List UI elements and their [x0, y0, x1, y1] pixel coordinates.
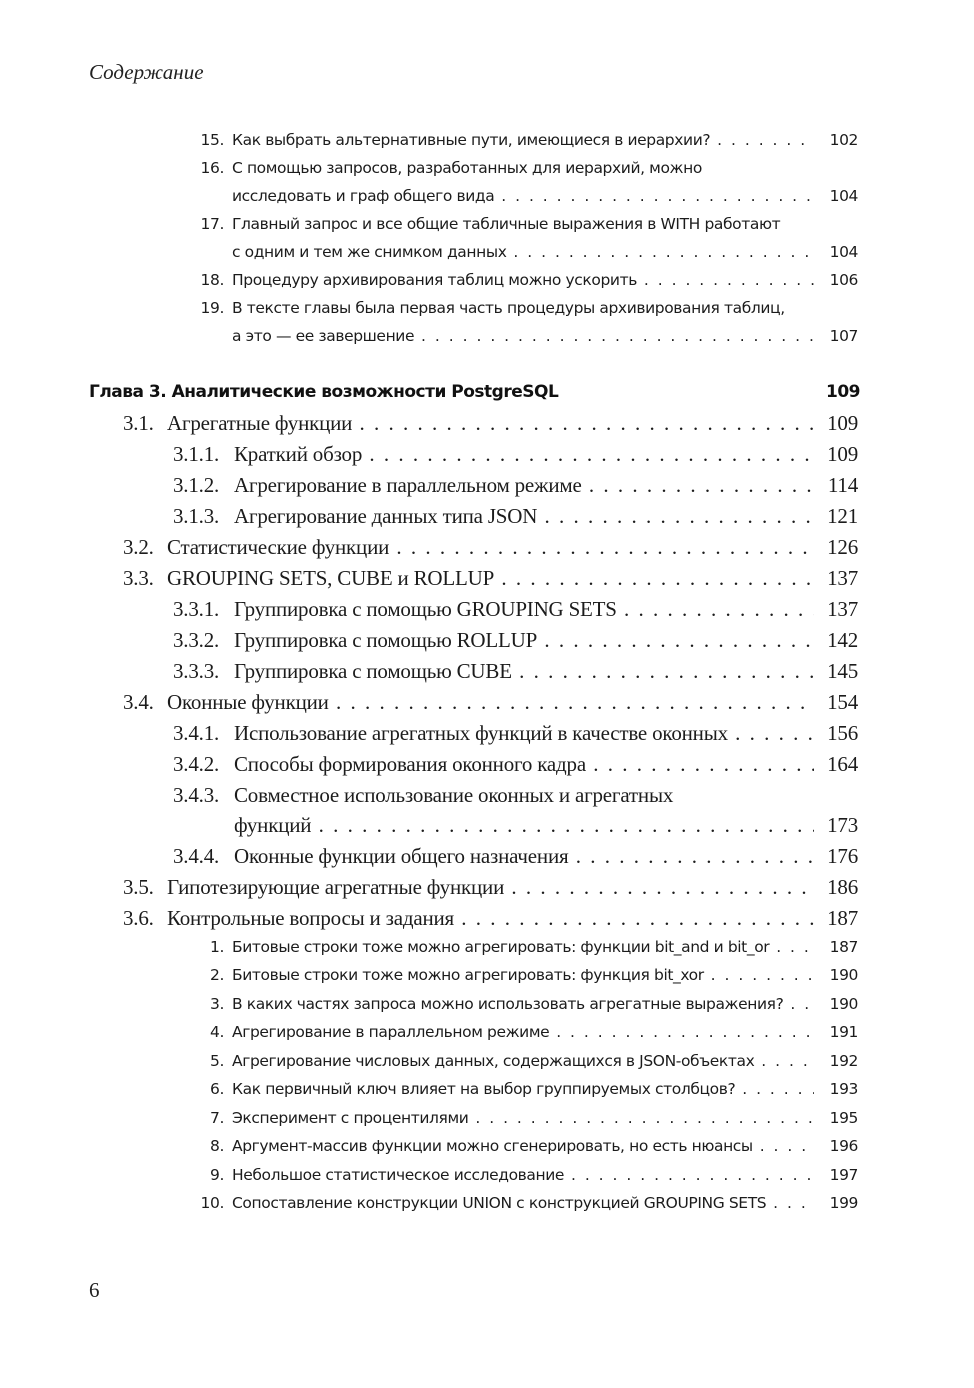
section-number: 3.4.	[123, 690, 154, 714]
entry-number: 15.	[200, 131, 224, 149]
section-page: 137	[827, 597, 858, 621]
toc-section-3-4[interactable]	[0, 690, 974, 720]
toc-section-3-4-1[interactable]	[0, 721, 974, 751]
toc-exercise-3[interactable]	[0, 995, 974, 1025]
section-page: 186	[827, 875, 858, 899]
section-page: 187	[827, 906, 858, 930]
toc-section-3-4-3-cont[interactable]	[0, 813, 974, 843]
section-number: 3.1.2.	[173, 473, 220, 497]
section-number: 3.1.3.	[173, 504, 220, 528]
toc-exercise-5[interactable]	[0, 1052, 974, 1082]
entry-title: Битовые строки тоже можно агрегировать: функции bit_and и bit_or . . .	[232, 938, 814, 956]
entry-number: 1.	[210, 938, 224, 956]
toc-exercise-4[interactable]	[0, 1023, 974, 1053]
entry-number: 17.	[200, 215, 224, 233]
entry-title: Аргумент-массив функции можно сгенерировать, но есть нюансы . . .	[232, 1137, 814, 1155]
section-title: Способы формирования оконного кадра . . .	[234, 752, 814, 777]
entry-title: Битовые строки тоже можно агрегировать: функция bit_xor . . .	[232, 966, 814, 984]
entry-page: 196	[829, 1137, 858, 1155]
entry-number: 7.	[210, 1109, 224, 1127]
section-number: 3.6.	[123, 906, 154, 930]
toc-section-3-4-2[interactable]	[0, 752, 974, 782]
section-page: 126	[827, 535, 858, 559]
entry-title-line1: В тексте главы была первая часть процедуры архивирования таблиц,	[232, 299, 785, 317]
section-title: Агрегирование в параллельном режиме . . .	[234, 473, 814, 498]
section-title: Группировка с помощью CUBE . . .	[234, 659, 814, 684]
toc-section-3-1-2[interactable]	[0, 473, 974, 503]
section-page: 154	[827, 690, 858, 714]
toc-chapter-3[interactable]	[0, 382, 974, 412]
toc-exercise-17-cont[interactable]	[0, 243, 974, 273]
toc-section-3-4-4[interactable]	[0, 844, 974, 874]
toc-section-3-1-1[interactable]	[0, 442, 974, 472]
section-number: 3.3.1.	[173, 597, 220, 621]
section-number: 3.1.1.	[173, 442, 220, 466]
section-number: 3.5.	[123, 875, 154, 899]
toc-exercise-19[interactable]	[0, 299, 974, 329]
section-number: 3.4.4.	[173, 844, 220, 868]
entry-number: 4.	[210, 1023, 224, 1041]
section-title: Оконные функции . . .	[167, 690, 814, 715]
section-title: Контрольные вопросы и задания . . .	[167, 906, 814, 931]
entry-page: 193	[829, 1080, 858, 1098]
entry-title-line2: исследовать и граф общего вида . . .	[232, 187, 814, 205]
entry-title: Процедуру архивирования таблиц можно ускорить . . .	[232, 271, 814, 289]
section-page: 109	[827, 442, 858, 466]
toc-section-3-3[interactable]	[0, 566, 974, 596]
toc-exercise-18[interactable]	[0, 271, 974, 301]
entry-number: 9.	[210, 1166, 224, 1184]
section-page: 164	[827, 752, 858, 776]
section-title-line1: Совместное использование оконных и агрегатных	[234, 783, 674, 807]
section-number: 3.2.	[123, 535, 154, 559]
toc-exercise-1[interactable]	[0, 938, 974, 968]
section-title: Гипотезирующие агрегатные функции . . .	[167, 875, 814, 900]
toc-exercise-2[interactable]	[0, 966, 974, 996]
running-head: Содержание	[89, 60, 204, 84]
entry-page: 107	[829, 327, 858, 345]
toc-section-3-4-3[interactable]	[0, 783, 974, 813]
entry-page: 104	[829, 187, 858, 205]
section-number: 3.4.2.	[173, 752, 220, 776]
section-number: 3.4.3.	[173, 783, 220, 807]
page-number: 6	[89, 1278, 100, 1302]
toc-exercise-15[interactable]	[0, 131, 974, 161]
toc-exercise-16-cont[interactable]	[0, 187, 974, 217]
section-page: 156	[827, 721, 858, 745]
toc-section-3-3-2[interactable]	[0, 628, 974, 658]
toc-section-3-2[interactable]	[0, 535, 974, 565]
toc-exercise-17[interactable]	[0, 215, 974, 245]
toc-exercise-9[interactable]	[0, 1166, 974, 1196]
entry-number: 3.	[210, 995, 224, 1013]
entry-title: Как выбрать альтернативные пути, имеющиеся в иерархии? . . .	[232, 131, 814, 149]
entry-number: 16.	[200, 159, 224, 177]
entry-page: 199	[829, 1194, 858, 1212]
entry-title-line1: Главный запрос и все общие табличные выражения в WITH работают	[232, 215, 781, 233]
section-page: 176	[827, 844, 858, 868]
entry-title: Как первичный ключ влияет на выбор группируемых столбцов? . . .	[232, 1080, 814, 1098]
entry-title: Небольшое статистическое исследование . . .	[232, 1166, 814, 1184]
section-title: Агрегирование данных типа JSON . . .	[234, 504, 814, 529]
toc-section-3-6[interactable]	[0, 906, 974, 936]
entry-page: 102	[829, 131, 858, 149]
chapter-page: 109	[826, 382, 860, 402]
toc-section-3-3-3[interactable]	[0, 659, 974, 689]
section-title: GROUPING SETS, CUBE и ROLLUP . . .	[167, 566, 814, 591]
toc-exercise-19-cont[interactable]	[0, 327, 974, 357]
entry-number: 2.	[210, 966, 224, 984]
entry-title: Сопоставление конструкции UNION с конструкцией GROUPING SETS . . .	[232, 1194, 814, 1212]
section-page: 173	[827, 813, 858, 837]
entry-page: 106	[829, 271, 858, 289]
entry-number: 5.	[210, 1052, 224, 1070]
section-title: Использование агрегатных функций в качестве оконных . . .	[234, 721, 814, 746]
entry-page: 190	[829, 995, 858, 1013]
entry-number: 10.	[200, 1194, 224, 1212]
entry-page: 191	[829, 1023, 858, 1041]
section-number: 3.4.1.	[173, 721, 220, 745]
section-title: Агрегатные функции . . .	[167, 411, 814, 436]
entry-title: Эксперимент с процентилями . . .	[232, 1109, 814, 1127]
toc-section-3-1[interactable]	[0, 411, 974, 441]
toc-exercise-8[interactable]	[0, 1137, 974, 1167]
entry-title: Агрегирование числовых данных, содержащихся в JSON-объектах . . .	[232, 1052, 814, 1070]
entry-title-line2: с одним и тем же снимком данных . . .	[232, 243, 814, 261]
section-number: 3.1.	[123, 411, 154, 435]
chapter-title: Глава 3. Аналитические возможности PostgreSQL	[89, 382, 559, 402]
entry-page: 197	[829, 1166, 858, 1184]
section-page: 114	[827, 473, 858, 497]
entry-number: 18.	[200, 271, 224, 289]
section-title: Группировка с помощью ROLLUP . . .	[234, 628, 814, 653]
section-page: 109	[827, 411, 858, 435]
section-page: 145	[827, 659, 858, 683]
toc-section-3-3-1[interactable]	[0, 597, 974, 627]
section-title-line2: функций . . .	[234, 813, 814, 838]
entry-number: 8.	[210, 1137, 224, 1155]
toc-exercise-10[interactable]	[0, 1194, 974, 1224]
entry-title-line2: а это — ее завершение . . .	[232, 327, 814, 345]
entry-page: 187	[829, 938, 858, 956]
entry-page: 190	[829, 966, 858, 984]
section-page: 121	[827, 504, 858, 528]
entry-number: 6.	[210, 1080, 224, 1098]
entry-title: Агрегирование в параллельном режиме . . .	[232, 1023, 814, 1041]
toc-section-3-1-3[interactable]	[0, 504, 974, 534]
entry-title-line1: С помощью запросов, разработанных для иерархий, можно	[232, 159, 702, 177]
toc-section-3-5[interactable]	[0, 875, 974, 905]
section-number: 3.3.	[123, 566, 154, 590]
section-title: Группировка с помощью GROUPING SETS . . .	[234, 597, 814, 622]
section-title: Статистические функции . . .	[167, 535, 814, 560]
section-title: Краткий обзор . . .	[234, 442, 814, 467]
section-page: 142	[827, 628, 858, 652]
entry-page: 192	[829, 1052, 858, 1070]
entry-number: 19.	[200, 299, 224, 317]
entry-page: 104	[829, 243, 858, 261]
toc-exercise-7[interactable]	[0, 1109, 974, 1139]
toc-exercise-16[interactable]	[0, 159, 974, 189]
section-number: 3.3.3.	[173, 659, 220, 683]
entry-page: 195	[829, 1109, 858, 1127]
section-page: 137	[827, 566, 858, 590]
toc-exercise-6[interactable]	[0, 1080, 974, 1110]
section-number: 3.3.2.	[173, 628, 220, 652]
section-title: Оконные функции общего назначения . . .	[234, 844, 814, 869]
entry-title: В каких частях запроса можно использовать агрегатные выражения? . . .	[232, 995, 814, 1013]
